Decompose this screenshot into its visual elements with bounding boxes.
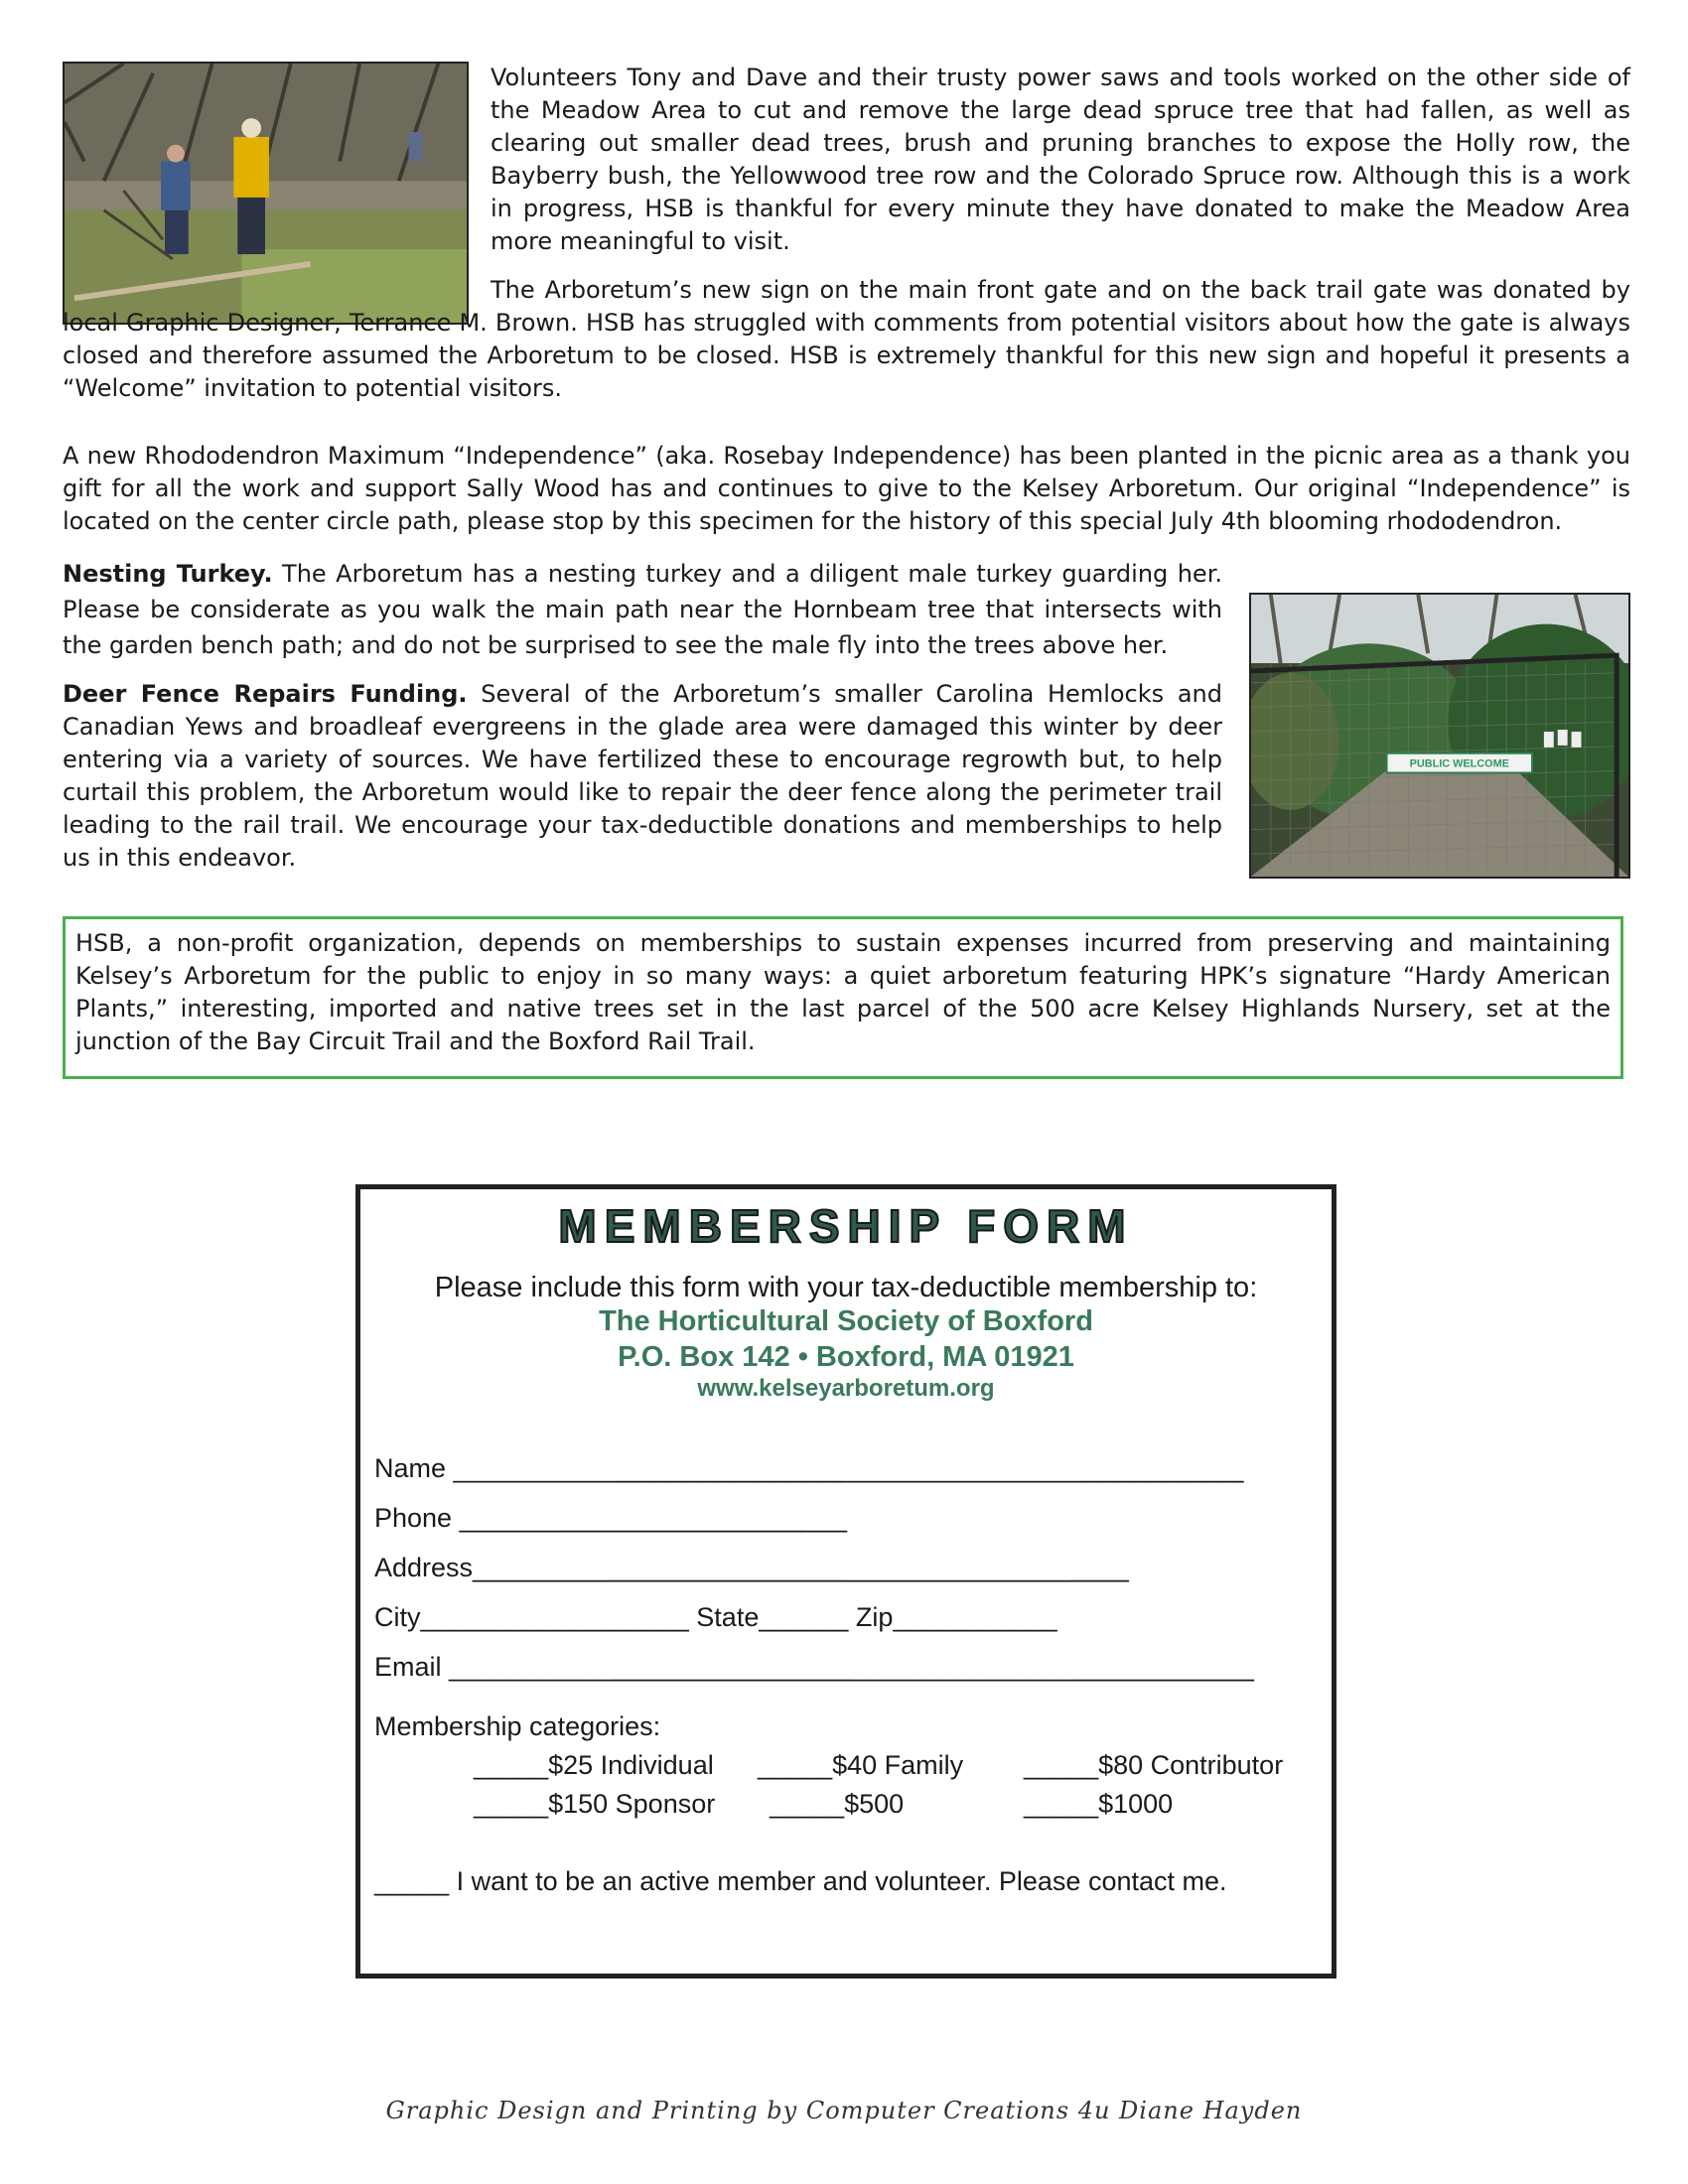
category-family[interactable]: _____$40 Family xyxy=(758,1750,964,1780)
turkey-heading: Nesting Turkey. xyxy=(63,560,273,588)
category-1000[interactable]: _____$1000 xyxy=(1024,1789,1174,1819)
gate-sign-text: PUBLIC WELCOME xyxy=(1409,757,1509,770)
form-intro: Please include this form with your tax-deductible membership to: xyxy=(434,1272,1258,1303)
org-name: The Horticultural Society of Boxford xyxy=(599,1305,1093,1337)
turkey-body: The Arboretum has a nesting turkey and a diligent male turkey guarding her. Please be considerate as you walk the main path near the Hornbeam tree that intersects with the garden bench path; and do not be surprised to see the male fly into the trees above her. xyxy=(63,560,1222,659)
form-title: MEMBERSHIP FORM xyxy=(558,1200,1134,1252)
category-contributor[interactable]: _____$80 Contributor xyxy=(1024,1750,1284,1780)
address-field[interactable]: Address____________________________________________ xyxy=(374,1553,1129,1582)
category-individual[interactable]: _____$25 Individual xyxy=(474,1750,714,1780)
category-sponsor[interactable]: _____$150 Sponsor xyxy=(474,1789,716,1819)
rhododendron-paragraph: A new Rhododendron Maximum “Independence” (aka. Rosebay Independence) has been planted in the picnic area as a thank you gift for all the work and support Sally Wood has and continues to give to the Kelsey Arboretum. Our original “Independence” is located on the center circle path, please stop by this specimen for the history of this special July 4th blooming rhododendron. xyxy=(63,442,1630,535)
category-500[interactable]: _____$500 xyxy=(770,1789,905,1819)
org-website: www.kelseyarboretum.org xyxy=(697,1375,995,1402)
design-credit: Graphic Design and Printing by Computer Creations 4u Diane Hayden xyxy=(385,2097,1303,2124)
gate-photo xyxy=(1249,593,1630,879)
org-address: P.O. Box 142 • Boxford, MA 01921 xyxy=(618,1341,1074,1373)
deer-fence-paragraph xyxy=(63,678,1222,875)
membership-form xyxy=(355,1184,1336,1979)
hsb-info-text: HSB, a non-profit organization, depends on memberships to sustain expenses incurred from preserving and maintaining Kelsey’s Arboretum for the public to enjoy in so many ways: a quiet arboretum featuring HPK’s signature “Hardy American Plants,” interesting, imported and native trees set in the last parcel of the 500 acre Kelsey Highlands Nursery, set at the junction of the Bay Circuit Trail and the Boxford Rail Trail. xyxy=(75,929,1611,1055)
phone-field[interactable]: Phone __________________________ xyxy=(374,1503,847,1533)
city-state-zip-field[interactable]: City__________________ State______ Zip___________ xyxy=(374,1602,1057,1632)
turkey-paragraph xyxy=(63,556,1222,663)
email-field[interactable]: Email ______________________________________________________ xyxy=(374,1652,1254,1682)
volunteer-checkbox-line[interactable]: _____ I want to be an active member and volunteer. Please contact me. xyxy=(374,1866,1227,1896)
name-field[interactable]: Name _____________________________________________________ xyxy=(374,1453,1244,1483)
sign-text: The Arboretum’s new sign on the main front gate and on the back trail gate was donated by local Graphic Designer, Terrance M. Brown. HSB has struggled with comments from potential visitors about how the gate is always closed and therefore assumed the Arboretum to be closed. HSB is extremely thankful for this new sign and hopeful it presents a “Welcome” invitation to potential visitors. xyxy=(63,276,1630,402)
deer-body: Several of the Arboretum’s smaller Carolina Hemlocks and Canadian Yews and broadleaf evergreens in the glade area were damaged this winter by deer entering via a variety of sources. We have fertilized these to encourage regrowth but, to help curtail this problem, the Arboretum would like to repair the deer fence along the perimeter trail leading to the rail trail. We encourage your tax-deductible donations and memberships to help us in this endeavor. xyxy=(63,680,1223,872)
hsb-info-box xyxy=(63,916,1623,1079)
categories-label: Membership categories: xyxy=(374,1711,661,1741)
sign-paragraph xyxy=(63,274,1630,405)
volunteers-paragraph: Volunteers Tony and Dave and their trusty power saws and tools worked on the other side of the Meadow Area to cut and remove the large dead spruce tree that had fallen, as well as clearing out smaller dead trees, brush and pruning branches to expose the Holly row, the Bayberry bush, the Yellowwood tree row and the Colorado Spruce row. Although this is a work in progress, HSB is thankful for every minute they have donated to make the Meadow Area more meaningful to visit. xyxy=(491,64,1630,255)
deer-heading: Deer Fence Repairs Funding. xyxy=(63,680,468,708)
